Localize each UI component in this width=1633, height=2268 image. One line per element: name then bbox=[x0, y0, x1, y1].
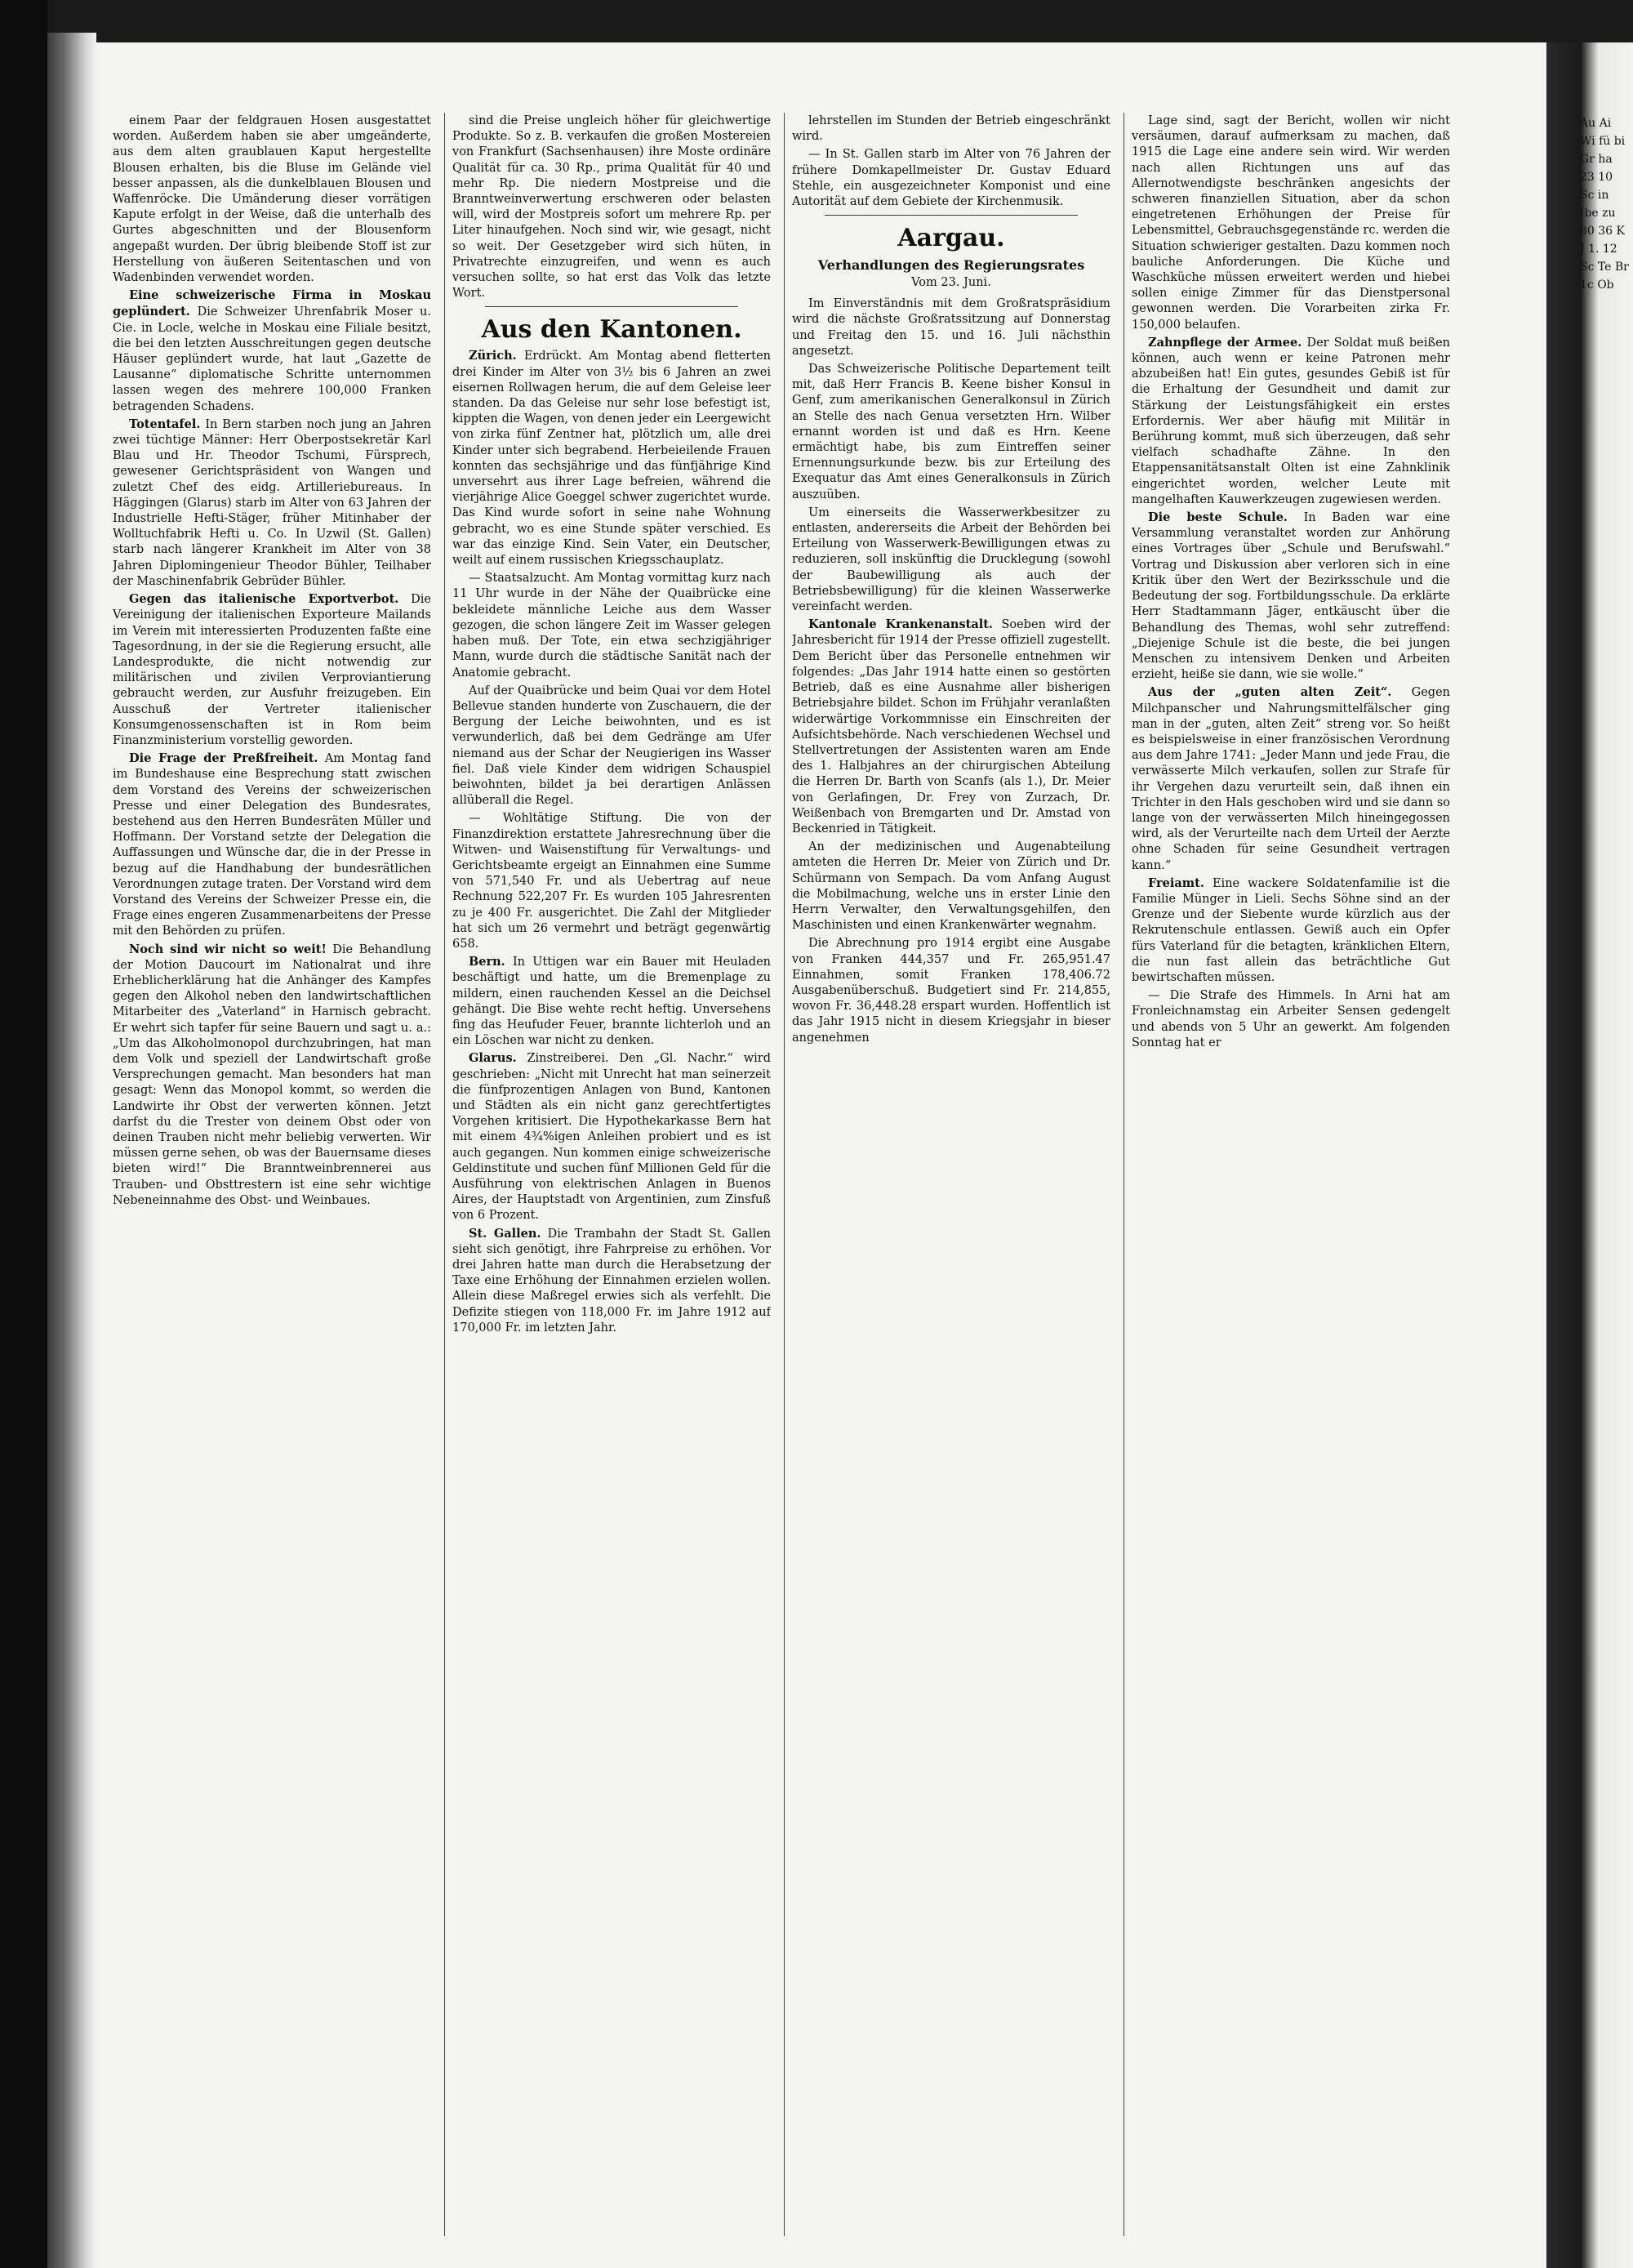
paragraph bbox=[452, 954, 771, 1049]
column-rule bbox=[784, 113, 785, 2236]
adjacent-page-edge: Au Ai Wi fü bi Gr ha 23 10 Sc in (be zu 80 36 K J 1. 12 Sc Te Br 1c Ob bbox=[1580, 117, 1629, 292]
paragraph-text: Im Einverständnis mit dem Großratspräsidium wird die nächste Großratssitzung auf Donnerstag und Freitag den 15. und 16. Juli nächsthin angesetzt. bbox=[792, 297, 1110, 358]
paragraph-text: In Baden war eine Versammlung veranstaltet worden zur Anhörung eines Vortrages über „Schule und Berufswahl.“ Vortrag und Diskussion aber verloren sich in eine Kritik über den Wert der Bezirksschule und die Bedeutung der sog. Fortbildungsschule. Da erklärte Herr Stadtammann Jäger, entkäuscht über die Behandlung des Themas, wohl sehr zutreffend: „Diejenige Schule ist die beste, die bei jungen Menschen zu intensivem Denken und Arbeiten erzieht, heiße sie dann, wie sie wolle.“ bbox=[1132, 511, 1450, 682]
paragraph bbox=[1132, 876, 1450, 986]
paragraph-text: Die Schweizer Uhrenfabrik Moser u. Cie. in Locle, welche in Moskau eine Filiale besitzt, die bei den letzten Ausschreitungen gegen deutsche Häuser geplündert wurde, hat laut „Gazette de Lausanne“ diplomatische Schritte unternommen lassen wegen des mehrere 100,000 Franken betragenden Schadens. bbox=[113, 305, 431, 413]
paragraph-head: Die Frage der Preßfreiheit. bbox=[129, 751, 318, 766]
paragraph-head: Die beste Schule. bbox=[1148, 510, 1288, 525]
paragraph bbox=[792, 113, 1110, 145]
paragraph-text: Um einerseits die Wasserwerkbesitzer zu entlasten, andererseits die Arbeit der Behörden bei Erteilung von Wasserwerk-Bewilligungen etwas zu reduzieren, soll inskünftig die Drucklegung (sowohl der Baubewilligung als auch der Betriebsbewilligung) für die kleinen Wasserwerke vereinfacht werden. bbox=[792, 506, 1110, 614]
paragraph bbox=[452, 810, 771, 952]
paragraph-text: Soeben wird der Jahresbericht für 1914 der Presse offiziell zugestellt. Dem Bericht über das Personelle entnehmen wir folgendes: „Das Jahr 1914 hatte einen so gestörten Betrieb, daß es eine Ausnahme aller bisherigen Betriebsjahre bildet. Schon im Frühjahr veranlaßten widerwärtige Vorkommnisse ein Einschreiten der Aufsichtsbehörde. Nach verschiedenen Wechsel und Stellvertretungen der Assistenten waren am Ende des 1. Halbjahres an der chirurgischen Abteilung die Herren Dr. Barth von Scanfs (als 1.), Dr. Meier von Gerlafingen, Dr. Frey von Zurzach, Dr. Weißenbach von Bremgarten und Dr. Amstad von Beckenried in Tätigkeit. bbox=[792, 618, 1110, 835]
paragraph bbox=[452, 570, 771, 680]
paragraph-text: Erdrückt. Am Montag abend fletterten drei Kinder im Alter von 3½ bis 6 Jahren an zwei eisernen Rollwagen herum, die auf dem Geleise leer standen. Da das Geleise nur sehr lose befestigt ist, kippten die Wagen, von denen jeder ein Leergewicht von zirka fünf Zentner hat, plötzlich um, alle drei Kinder unter sich begrabend. Herbeieilende Frauen konnten das sechsjährige und das fünfjährige Kind unversehrt aus ihrer Lage befreien, während die vierjährige Alice Goeggel schwer zugerichtet wurde. Das Kind wurde sofort in seine nahe Wohnung gebracht, wo es eine Stunde später verschied. Es war das einzige Kind. Sein Vater, ein Deutscher, weilt auf einem russischen Kriegsschauplatz. bbox=[452, 350, 771, 568]
paragraph-text: Die Behandlung der Motion Daucourt im Nationalrat und ihre Erheblicherklärung hat die Anhänger des Kampfes gegen den Alkohol neben den landwirtschaftlichen Mitarbeiter des „Vaterland“ in Harnisch gebracht. Er wehrt sich tapfer für seine Bauern und sagt u. a.: „Um das Alkoholmonopol durchzubringen, hat man dem Volk und speziell der Landwirtschaft große Versprechungen gemacht. Man besonders hat man gesagt: Wenn das Monopol kommt, so werden die Landwirte ihr Obst der verwerten können. Jetzt darfst du die Trester von deinem Obst oder von deinen Trauben nicht mehr beliebig verwerten. Wir müssen gerne sehen, ob was der Bauernsame dieses bieten wird!“ Die Branntweinbrennerei aus Trauben- und Obsttrestern ist eine sehr wichtige Nebeneinnahme des Obst- und Weinbaues. bbox=[113, 942, 431, 1207]
paragraph-head: Freiamt. bbox=[1148, 876, 1204, 890]
paragraph-head: Zahnpflege der Armee. bbox=[1148, 335, 1302, 350]
paragraph-text: — Staatsalzucht. Am Montag vormittag kurz nach 11 Uhr wurde in der Nähe der Quaibrücke eine bekleidete männliche Leiche aus dem Wasser gezogen, die schon längere Zeit im Wasser gelegen haben muß. Der Tote, ein etwa sechzigjähriger Mann, wurde durch die städtische Sanität nach der Anatomie gebracht. bbox=[452, 572, 771, 680]
paragraph-text: Lage sind, sagt der Bericht, wollen wir nicht versäumen, darauf aufmerksam zu machen, daß 1915 die Lage eine andere sein wird. Wir werden nach allen Richtungen uns auf das Allernotwendigste beschränken angesichts der schweren finanziellen Situation, aber da schon eingetretenen Erhöhungen der Preise für Lebensmittel, Gebrauchsgegenstände rc. werden die Situation schwieriger gestalten. Dazu kommen noch bauliche Anforderungen. Die Küche und Waschküche müssen erweitert werden und hiebei sollen einige Zimmer für das Dienstpersonal gewonnen werden. Die Vorarbeiten zirka Fr. 150,000 belaufen. bbox=[1132, 114, 1450, 332]
paragraph-head: Aus der „guten alten Zeit“. bbox=[1148, 685, 1392, 700]
paragraph-text: Der Soldat muß beißen können, auch wenn er keine Patronen mehr abzubeißen hat! Ein gutes, gesundes Gebiß ist für die Erhaltung der Gesundheit und damit zur Stärkung der Leistungsfähigkeit ein erstes Erfordernis. Wer aber häufig mit Militär in Berührung kommt, muß sich überzeugen, daß sehr vielfach schadhafte Zähne. In den Etappensanitätsanstalt Olten ist eine Zahnklinik eingerichtet worden, welcher Leute mit mangelhaften Kauwerkzeugen zugewiesen werden. bbox=[1132, 336, 1450, 506]
paragraph bbox=[113, 942, 431, 1209]
paragraph-text: An der medizinischen und Augenabteilung amteten die Herren Dr. Meier von Zürich und Dr. Schürmann von Sempach. Da vom Anfang August die Mobilmachung, welche uns in erster Linie den Herrn Verwalter, den Verwaltungsgehilfen, den Maschinisten und einen Krankenwärter wegnahm. bbox=[792, 840, 1110, 933]
paragraph-head: Zürich. bbox=[469, 349, 517, 363]
paragraph-head: Glarus. bbox=[469, 1051, 517, 1066]
section-title: Aargau. bbox=[897, 224, 1005, 253]
paragraph-text: Gegen Milchpanscher und Nahrungsmittelfälscher ging man in der „guten, alten Zeit“ streng vor. So heißt es beispielsweise in einer französischen Verordnung aus dem Jahre 1741: „Jeder Mann und jede Frau, die verwässerte Milch verkaufen, sollen zur Strafe für ihr Vergehen dazu verurteilt sein, daß ihnen ein Trichter in den Hals geschoben wird und sie dann so lange von der verwässerten Milch hineingegossen wird, als der Verurteilte nach dem Urteil der Aerzte ohne Schaden für seine Gesundheit vertragen kann.“ bbox=[1132, 686, 1450, 872]
paragraph bbox=[113, 417, 431, 590]
paragraph bbox=[1132, 987, 1450, 1051]
paragraph bbox=[113, 751, 431, 939]
paragraph bbox=[792, 296, 1110, 359]
paragraph bbox=[792, 839, 1110, 933]
paragraph-text: In Bern starben noch jung an Jahren zwei tüchtige Männer: Herr Oberpostsekretär Karl Blau und Hr. Theodor Tschumi, Fürsprech, gewesener Gerichtspräsident von Wangen und zuletzt Chef des eidg. Artilleriebureaus. In Häggingen (Glarus) starb im Alter von 63 Jahren der Industrielle Hefti-Stäger, früher Mitinhaber der Wolltuchfabrik Hefti u. Co. In Uzwil (St. Gallen) starb nach längerer Krankheit im Alter von 38 Jahren Diplomingenieur Theodor Bühler, Teilhaber der Maschinenfabrik Gebrüder Bühler. bbox=[113, 417, 431, 588]
paragraph-head: Eine schweizerische Firma in Moskau geplündert. bbox=[113, 288, 431, 319]
paragraph-text: — Die Strafe des Himmels. In Arni hat am Fronleichnamstag ein Arbeiter Sensen gedengelt und abends von 5 Uhr an gewerkt. Am folgenden Sonntag hat er bbox=[1132, 989, 1450, 1049]
section-divider bbox=[825, 215, 1078, 216]
paragraph-text: — In St. Gallen starb im Alter von 76 Jahren der frühere Domkapellmeister Dr. Gustav Eduard Stehle, ein ausgezeichneter Komponist und eine Autorität auf dem Gebiete der Kirchenmusik. bbox=[792, 148, 1110, 209]
paragraph bbox=[1132, 684, 1450, 873]
page-fold-shadow bbox=[47, 33, 96, 2268]
paragraph-text: Am Montag fand im Bundeshause eine Besprechung statt zwischen dem Vorstand des Vereins der schweizerischen Presse und einer Delegation des Bundesrates, bestehend aus den Herren Bundesräten Müller und Hoffmann. Der Vorstand setzte der Delegation die Auffassungen und Wünsche dar, die in der Presse in bezug auf die Handhabung der bundesrätlichen Verordnungen zutage traten. Der Vorstand wird dem Vorstand des Vereins der Schweizer Presse ein, die Frage eines engeren Zusammenarbeitens der Presse mit den Behörden zu prüfen. bbox=[113, 752, 431, 938]
paragraph bbox=[452, 1226, 771, 1336]
paragraph bbox=[1132, 510, 1450, 683]
column-4 bbox=[1132, 113, 1450, 2236]
paragraph bbox=[452, 1050, 771, 1223]
paragraph-text: einem Paar der feldgrauen Hosen ausgestattet worden. Außerdem haben sie aber umgeänderte, aus dem alten graublauen Kaput hergestellte Blousen erhalten, bis die Bluse im Gelände viel besser anpassen, als die dunkelblauen Blousen und Waffenröcke. Die Umänderung dieser vorrätigen Kapute erfolgt in der Weise, daß die unterhalb des Gurtes abgeschnitten und der Blousenform angepaßt wurden. Der übrig bleibende Stoff ist zur Herstellung von äußeren Seitentaschen und von Wadenbinden verwendet worden. bbox=[113, 114, 431, 285]
paragraph bbox=[452, 683, 771, 809]
paragraph-head: Totentafel. bbox=[129, 417, 201, 431]
section-subtitle: Verhandlungen des Regierungsrates bbox=[817, 257, 1085, 274]
paragraph bbox=[113, 591, 431, 749]
paragraph bbox=[792, 935, 1110, 1045]
right-gutter bbox=[1546, 42, 1633, 2268]
paragraph-text: Die Trambahn der Stadt St. Gallen sieht sich genötigt, ihre Fahrpreise zu erhöhen. Vor drei Jahren hatte man durch die Herabsetzung der Taxe eine Erhöhung der Einnahmen erzielen wollen. Allein diese Maßregel erwies sich als verfehlt. Die Defizite stiegen von 118,000 Fr. im Jahre 1912 auf 170,000 Fr. im letzten Jahr. bbox=[452, 1227, 771, 1335]
paragraph-text: Eine wackere Soldatenfamilie ist die Familie Münger in Lieli. Sechs Söhne sind an der Grenze und der Siebente wurde kürzlich aus der Rekrutenschule entlassen. Gewiß auch ein Opfer fürs Vaterland für die betagten, kränklichen Eltern, die nun fast allein das beträchtliche Gut bewirtschaften müssen. bbox=[1132, 876, 1450, 984]
newspaper-page bbox=[96, 42, 1546, 2268]
paragraph-text: Das Schweizerische Politische Departement teilt mit, daß Herr Francis B. Keene bisher Konsul in Genf, zum amerikanischen Generalkonsul in Zürich an Stelle des nach Genua versetzten Hrn. Wilber ernannt worden ist und daß es Hrn. Keene ermächtigt habe, bis zum Eintreffen seiner Ernennungsurkunde bezw. bis zur Erteilung des Exequatur das Amt eines Generalkonsuls in Zürich auszuüben. bbox=[792, 363, 1110, 501]
paragraph-head: Gegen das italienische Exportverbot. bbox=[129, 592, 399, 607]
section-title: Aus den Kantonen. bbox=[481, 315, 742, 345]
paragraph-text: Auf der Quaibrücke und beim Quai vor dem Hotel Bellevue standen hunderte von Zuschauern, die der Bergung der Leiche beiwohnten, und es ist verwunderlich, daß bei dem Gedränge am Ufer niemand aus der Schar der Neugierigen ins Wasser fiel. Daß viele Kinder dem widrigen Schauspiel beiwohnten, bildet ja bei derartigen Anlässen allüberall die Regel. bbox=[452, 684, 771, 808]
paragraph bbox=[452, 113, 771, 301]
paragraph bbox=[113, 113, 431, 286]
paragraph bbox=[1132, 335, 1450, 508]
column-2 bbox=[452, 113, 771, 2236]
column-rule bbox=[444, 113, 445, 2236]
paragraph bbox=[1132, 113, 1450, 333]
paragraph-head: St. Gallen. bbox=[469, 1226, 541, 1241]
left-binding-strip bbox=[0, 0, 47, 2268]
column-1 bbox=[113, 113, 431, 2236]
paragraph bbox=[792, 146, 1110, 210]
section-divider bbox=[485, 306, 738, 307]
section-date: Vom 23. Juni. bbox=[911, 276, 991, 290]
paragraph bbox=[792, 505, 1110, 615]
paragraph-head: Kantonale Krankenanstalt. bbox=[808, 617, 993, 632]
paragraph-text: Die Vereinigung der italienischen Exporteure Mailands im Verein mit interessierten Produzenten faßte eine Tagesordnung, in der sie die Regierung ersucht, alle Landesprodukte, die nicht notwendig zur militärischen und zivilen Verproviantierung gebraucht werden, zur Ausfuhr freizugeben. Ein Ausschuß der Vertreter italienischer Konsumgenossenschaften ist in Rom beim Finanzministerium vorstellig geworden. bbox=[113, 593, 431, 747]
paragraph-text: Zinstreiberei. Den „Gl. Nachr.“ wird geschrieben: „Nicht mit Unrecht hat man seinerzeit die fünfprozentigen Anlagen von Bund, Kantonen und Städten als ein nicht ganz gerechtfertigtes Vorgehen kritisiert. Die Hypothekarkasse Bern hat mit einem 4¾%igen Anleihen probiert und es ist auch gegangen. Nun kommen einige schweizerische Geldinstitute und suchen fünf Millionen Geld für die Ausführung von elektrischen Anlagen in Buenos Aires, der Hauptstadt von Argentinien, zum Zinsfuß von 6 Prozent. bbox=[452, 1052, 771, 1223]
paragraph-text: In Uttigen war ein Bauer mit Heuladen beschäftigt und hatte, um die Bremenplage zu mildern, einen rauchenden Kessel an die Deichsel gehängt. Die Bise wehte recht heftig. Unversehens fing das Heufuder Feuer, brannte lichterloh und an ein Löschen war nicht zu denken. bbox=[452, 956, 771, 1048]
paragraph-text: — Wohltätige Stiftung. Die von der Finanzdirektion erstattete Jahresrechnung über die Witwen- und Waisenstiftung für Verwaltungs- und Gerichtsbeamte ergeigt an Einnahmen eine Summe von 571,540 Fr. und als Uebertrag auf neue Rechnung 522,207 Fr. Es wurden 105 Jahresrenten zu je 400 Fr. ausgerichtet. Die Zahl der Mitglieder hat sich um 26 vermehrt und beträgt gegenwärtig 658. bbox=[452, 812, 771, 951]
paragraph-head: Bern. bbox=[469, 955, 505, 969]
paragraph bbox=[113, 287, 431, 415]
column-3 bbox=[792, 113, 1110, 2236]
paragraph bbox=[452, 348, 771, 568]
paragraph-text: sind die Preise ungleich höher für gleichwertige Produkte. So z. B. verkaufen die großen Mostereien von Frankfurt (Sachsenhausen) ihre Moste ordinäre Qualität für ca. 30 Rp., prima Qualität für 40 und mehr Rp. Die niedern Mostpreise und die Branntweinverwertung erschweren oder belasten will, wird der Mostpreis sofort um mehrere Rp. per Liter hinaufgehen. Noch sind wir, wie gesagt, nicht so weit. Der Gesetzgeber wird sich hüten, in Privatrechte einzugreifen, und wenn es auch versuchen sollte, so hat erst das Volk das letzte Wort. bbox=[452, 114, 771, 301]
paragraph-text: Die Abrechnung pro 1914 ergibt eine Ausgabe von Franken 444,357 und Fr. 265,951.47 Einnahmen, somit Franken 178,406.72 Ausgabenüberschuß. Budgetiert sind Fr. 214,855, wovon Fr. 36,448.28 erspart wurden. Hoffentlich ist das Jahr 1915 nicht in diesem Kriegsjahr in bieser angenehmen bbox=[792, 937, 1110, 1045]
paragraph bbox=[792, 361, 1110, 503]
paragraph-text: lehrstellen im Stunden der Betrieb eingeschränkt wird. bbox=[792, 114, 1110, 144]
paragraph bbox=[792, 617, 1110, 837]
paragraph-head: Noch sind wir nicht so weit! bbox=[129, 942, 327, 956]
